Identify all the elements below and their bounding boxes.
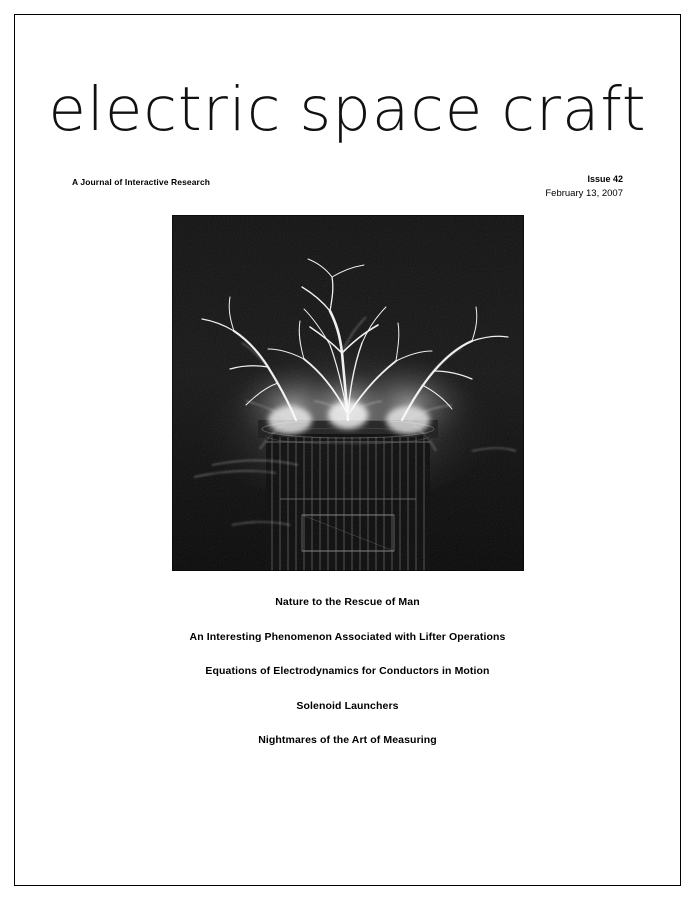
- masthead-word-1: electric: [48, 74, 282, 145]
- masthead-word-2: space: [299, 74, 484, 145]
- high-voltage-discharge-photo: [172, 215, 524, 571]
- contents-entry[interactable]: Nature to the Rescue of Man: [275, 596, 420, 608]
- contents-entry[interactable]: Equations of Electrodynamics for Conductors in Motion: [205, 665, 490, 677]
- issue-date: February 13, 2007: [545, 187, 623, 199]
- contents-entry[interactable]: Solenoid Launchers: [296, 699, 399, 712]
- issue-info: [545, 173, 623, 201]
- contents-entry[interactable]: An Interesting Phenomenon Associated with Lifter Operations: [189, 630, 506, 643]
- masthead-title: [0, 74, 695, 145]
- issue-number: Issue 42: [587, 174, 623, 184]
- contents-list: [0, 596, 695, 769]
- masthead-word-3: craft: [501, 74, 647, 145]
- journal-subtitle: A Journal of Interactive Research: [72, 177, 211, 187]
- contents-entry[interactable]: Nightmares of the Art of Measuring: [258, 734, 437, 746]
- cover-photograph: [172, 215, 524, 571]
